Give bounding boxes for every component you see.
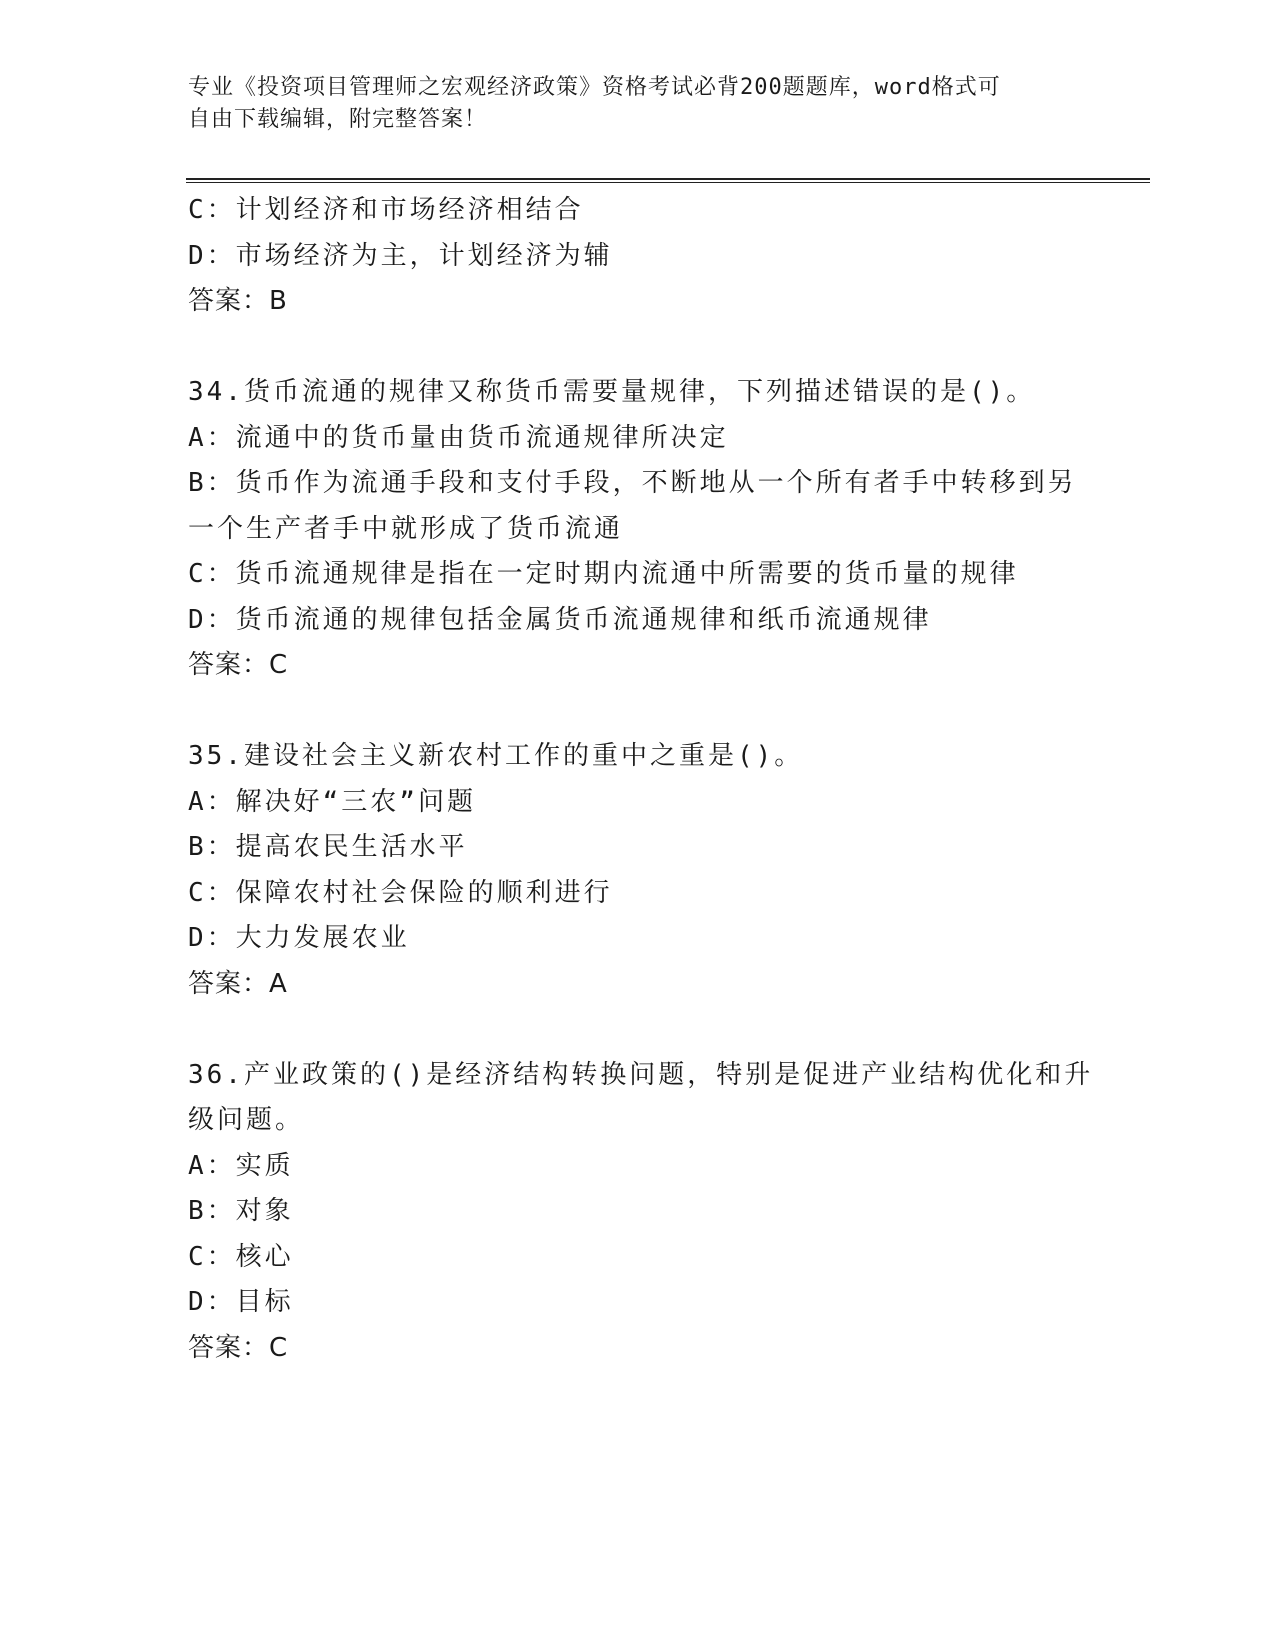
- question-block-36: [188, 1053, 1094, 1372]
- option-b: B：货币作为流通手段和支付手段，不断地从一个所有者手中转移到另: [188, 468, 1077, 498]
- option-d: D：货币流通的规律包括金属货币流通规律和纸币流通规律: [188, 604, 932, 635]
- option-c: C：核心: [188, 1241, 294, 1272]
- answer: 答案：B: [188, 286, 288, 316]
- spacer: [188, 325, 1088, 371]
- question-stem: 35.建设社会主义新农村工作的重中之重是()。: [188, 741, 804, 771]
- option-c: C：货币流通规律是指在一定时期内流通中所需要的货币量的规律: [188, 559, 1019, 589]
- option-b: B：对象: [188, 1196, 294, 1226]
- spacer: [188, 1007, 1088, 1053]
- option-d: D：市场经济为主，计划经济为辅: [188, 240, 613, 271]
- question-block-35: [188, 734, 1088, 1007]
- answer: 答案：C: [188, 1332, 289, 1363]
- question-list: [188, 188, 1094, 1371]
- option-c: C：保障农村社会保险的顺利进行: [188, 877, 613, 908]
- header-line-2: 自由下载编辑，附完整答案！: [188, 107, 488, 132]
- option-a: A：解决好“三农”问题: [188, 786, 476, 817]
- question-block-34: [188, 370, 1088, 689]
- question-stem: 36.产业政策的()是经济结构转换问题，特别是促进产业结构优化和升: [188, 1059, 1094, 1090]
- option-b-continued: 一个生产者手中就形成了货币流通: [188, 513, 624, 544]
- option-a: A：实质: [188, 1150, 294, 1181]
- header-divider: [186, 178, 1150, 183]
- question-block-prev: [188, 188, 1088, 325]
- answer: 答案：A: [188, 968, 288, 999]
- spacer: [188, 689, 1088, 735]
- option-b: B：提高农民生活水平: [188, 832, 468, 862]
- option-d: D：大力发展农业: [188, 923, 410, 953]
- page-header: [188, 72, 1068, 136]
- option-c: C：计划经济和市场经济相结合: [188, 195, 584, 225]
- question-stem-continued: 级问题。: [188, 1105, 305, 1135]
- header-line-1: 专业《投资项目管理师之宏观经济政策》资格考试必背200题题库，word格式可: [188, 75, 1001, 100]
- question-stem: 34.货币流通的规律又称货币需要量规律，下列描述错误的是()。: [188, 377, 1036, 407]
- option-d: D：目标: [188, 1287, 294, 1317]
- option-a: A：流通中的货币量由货币流通规律所决定: [188, 422, 729, 453]
- answer: 答案：C: [188, 650, 289, 680]
